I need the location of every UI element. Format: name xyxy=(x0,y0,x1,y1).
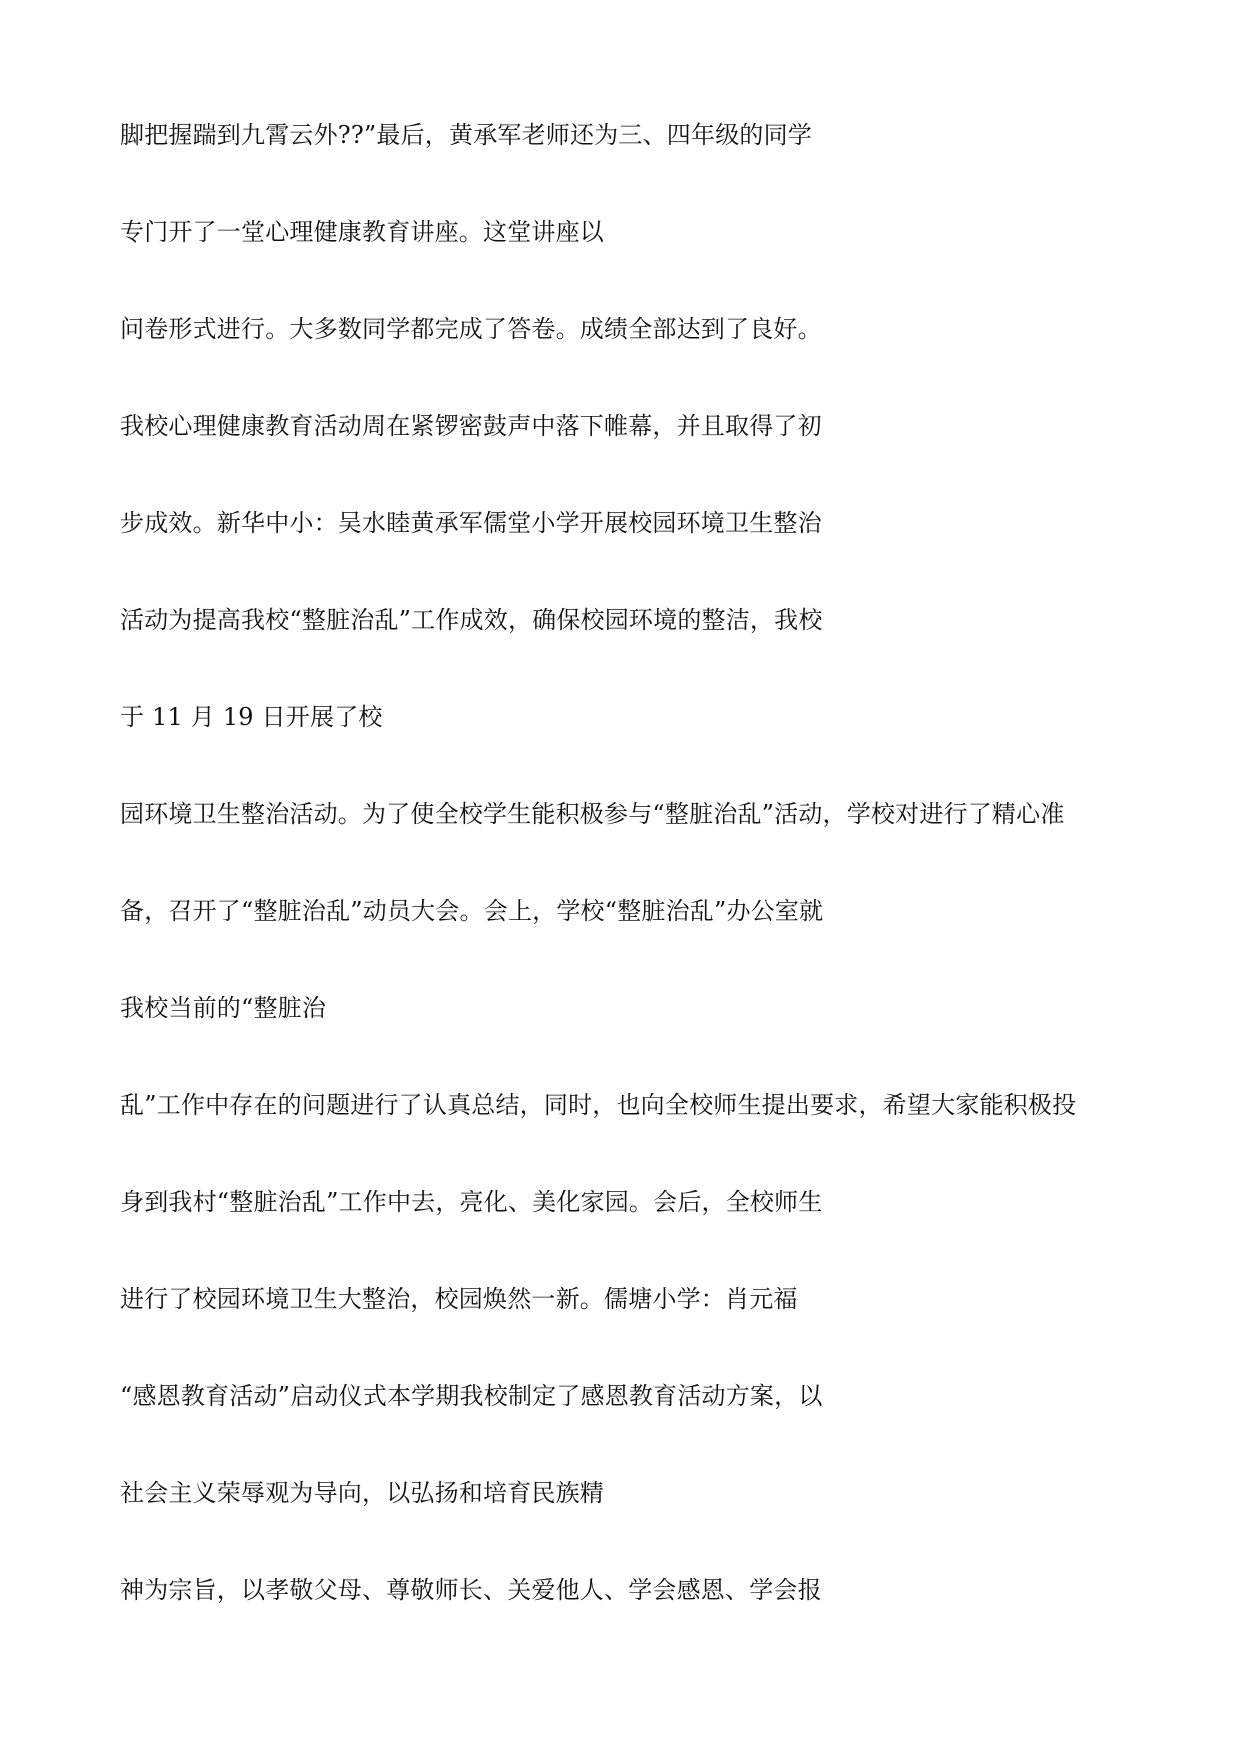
text-line-6: 活动为提高我校“整脏治乱”工作成效，确保校园环境的整洁，我校 xyxy=(120,606,823,634)
text-line-16: 神为宗旨，以孝敬父母、尊敬师长、关爱他人、学会感恩、学会报 xyxy=(120,1576,822,1604)
text-line-4: 我校心理健康教育活动周在紧锣密鼓声中落下帷幕，并且取得了初 xyxy=(120,412,822,440)
text-line-8: 园环境卫生整治活动。为了使全校学生能积极参与“整脏治乱”活动，学校对进行了精心准 xyxy=(120,800,1065,828)
text-line-14: “感恩教育活动”启动仪式本学期我校制定了感恩教育活动方案，以 xyxy=(120,1382,823,1410)
text-line-9: 备，召开了“整脏治乱”动员大会。会上，学校“整脏治乱”办公室就 xyxy=(120,897,824,925)
text-line-12: 身到我村“整脏治乱”工作中去，亮化、美化家园。会后，全校师生 xyxy=(120,1188,823,1216)
text-line-1: 脚把握踹到九霄云外??”最后，黄承军老师还为三、四年级的同学 xyxy=(120,121,813,149)
text-line-15: 社会主义荣辱观为导向，以弘扬和培育民族精 xyxy=(120,1479,604,1507)
text-line-11: 乱”工作中存在的问题进行了认真总结，同时，也向全校师生提出要求，希望大家能积极投 xyxy=(120,1091,1077,1119)
text-line-10: 我校当前的“整脏治 xyxy=(120,994,327,1022)
text-line-3: 问卷形式进行。大多数同学都完成了答卷。成绩全部达到了良好。 xyxy=(120,315,822,343)
text-line-2: 专门开了一堂心理健康教育讲座。这堂讲座以 xyxy=(120,218,604,246)
document-body xyxy=(120,120,1140,1672)
text-line-7: 于 11 月 19 日开展了校 xyxy=(120,703,383,731)
text-line-5: 步成效。新华中小：吴水睦黄承军儒堂小学开展校园环境卫生整治 xyxy=(120,509,822,537)
text-line-13: 进行了校园环境卫生大整治，校园焕然一新。儒塘小学：肖元福 xyxy=(120,1285,798,1313)
